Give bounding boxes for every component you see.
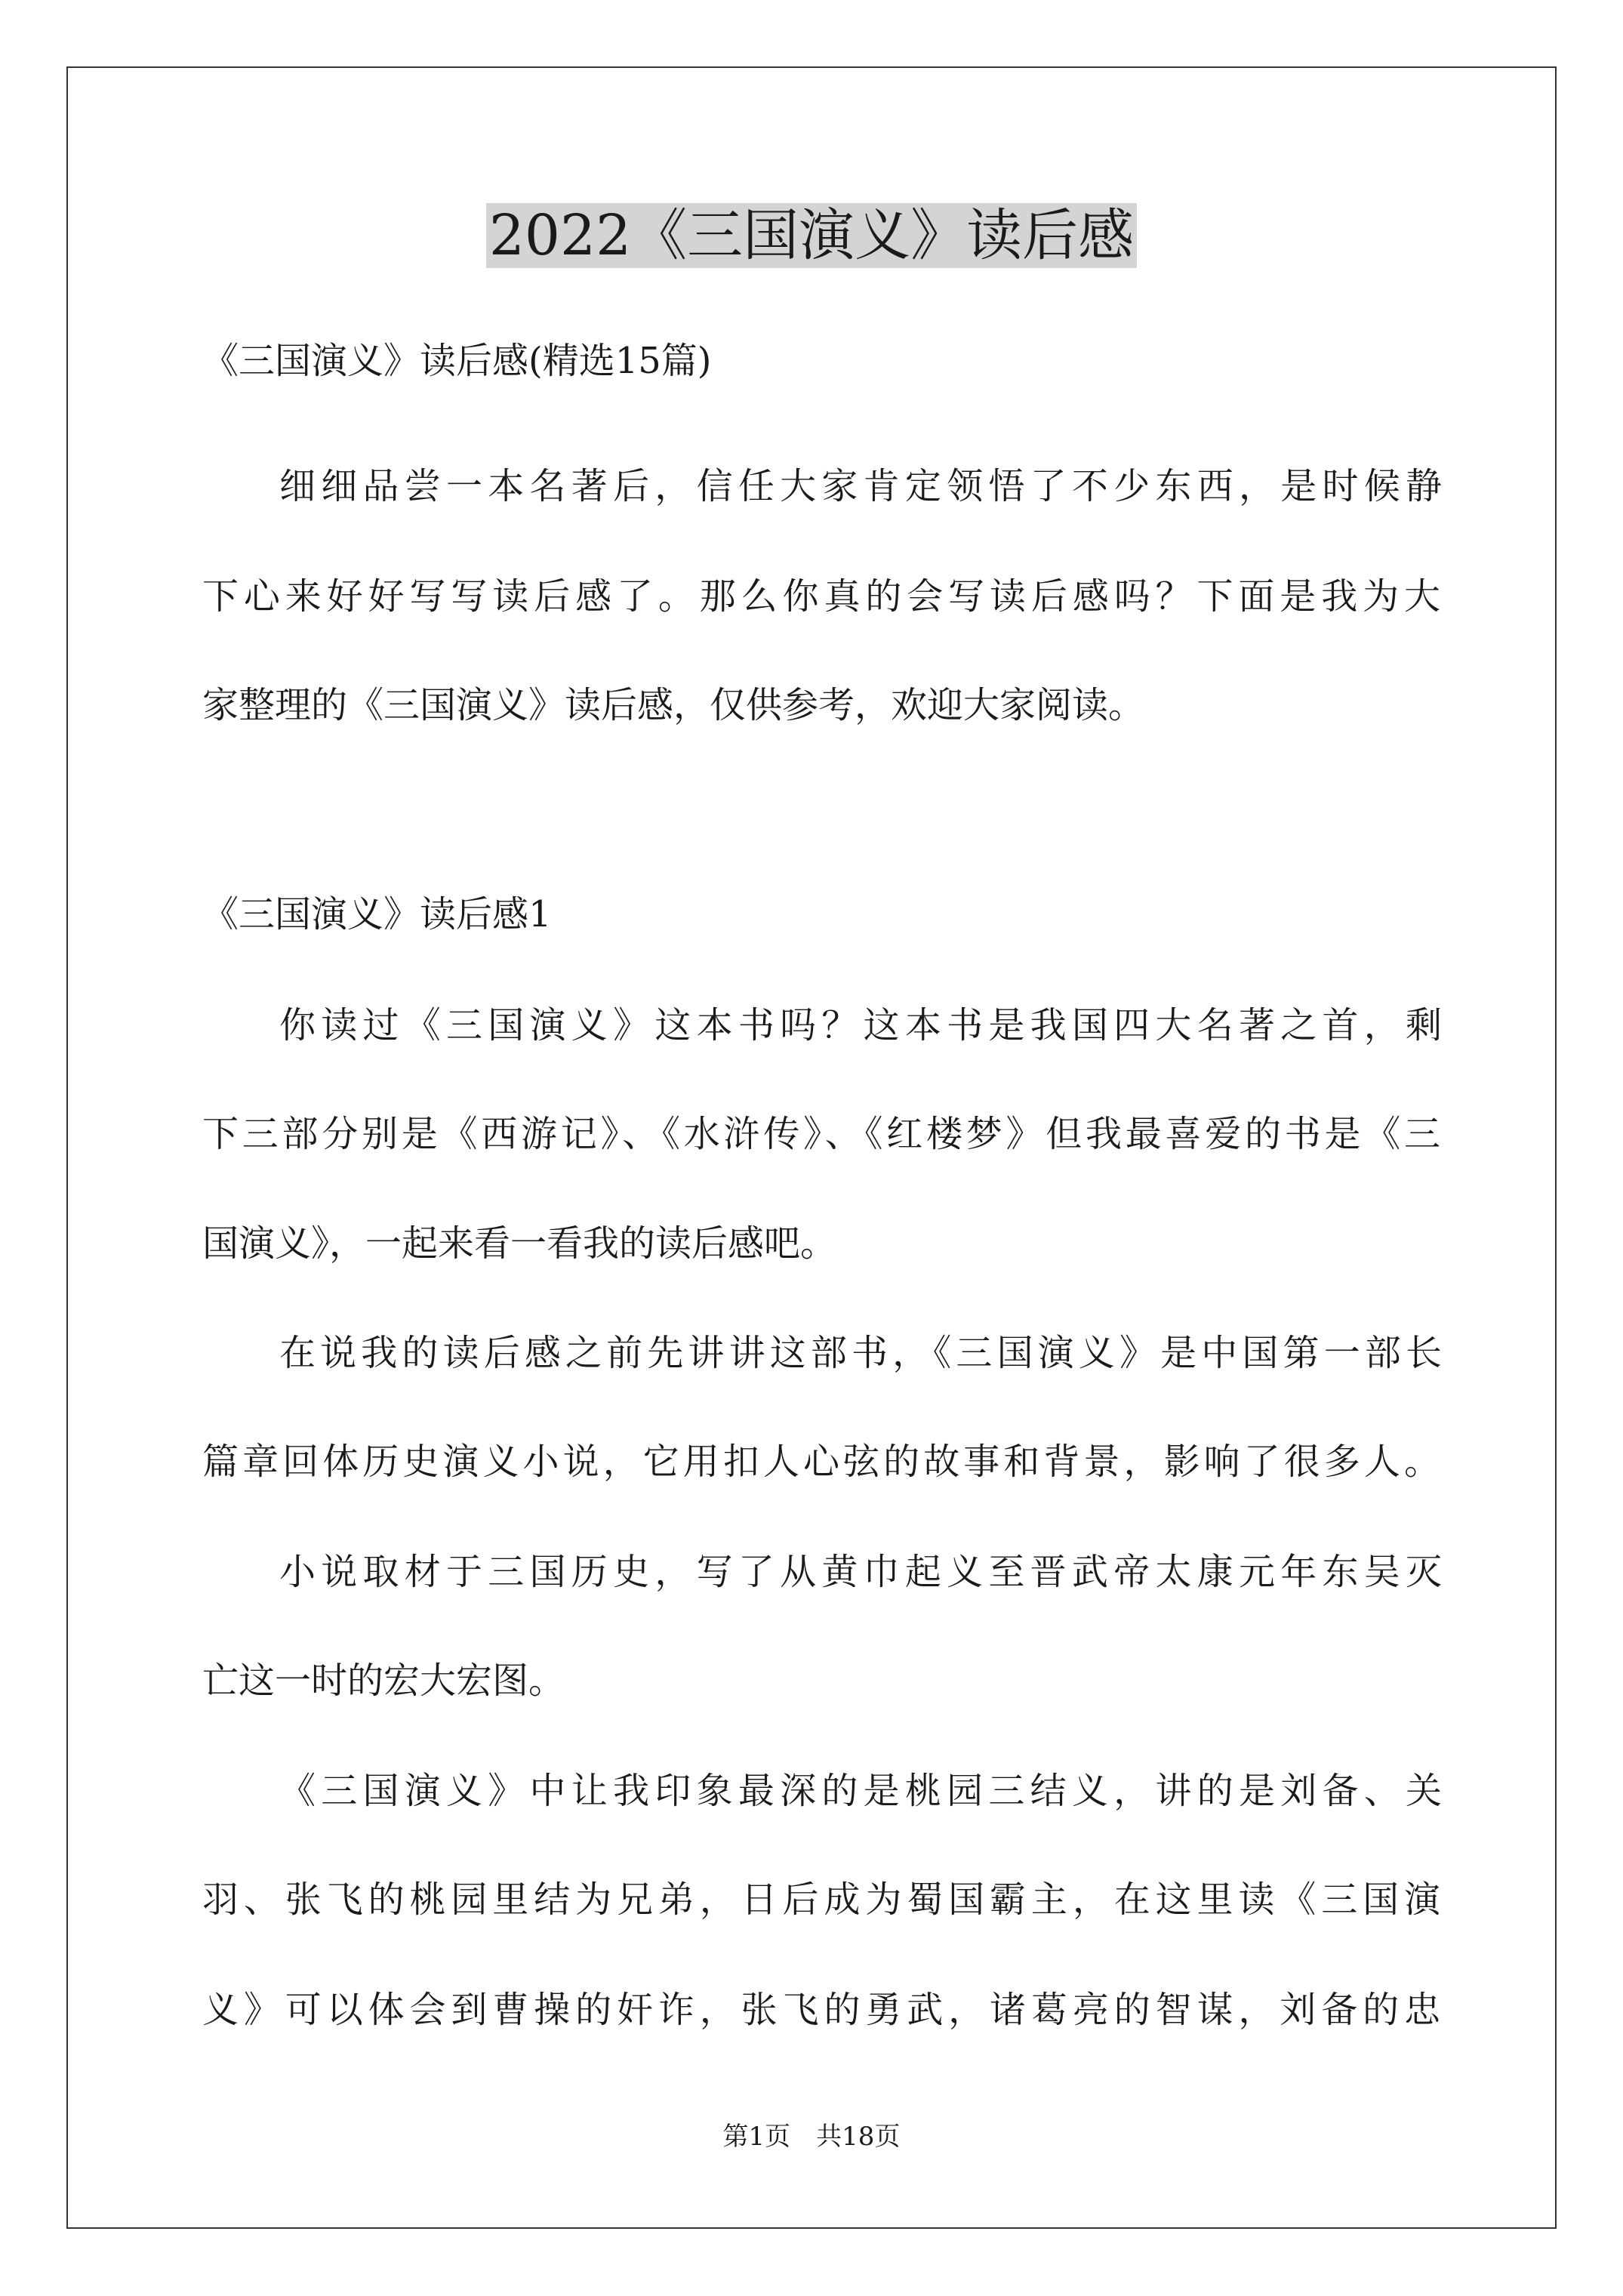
body-line: 小说取材于三国历史，写了从黄巾起义至晋武帝太康元年东吴灭 <box>279 1551 1442 1593</box>
body-line: 在说我的读后感之前先讲讲这部书，《三国演义》是中国第一部长 <box>279 1332 1442 1374</box>
body-line: 篇章回体历史演义小说，它用扣人心弦的故事和背景，影响了很多人。 <box>202 1441 1440 1483</box>
body-line: 亡这一时的宏大宏图。 <box>202 1660 565 1702</box>
document-title: 2022《三国演义》读后感 <box>0 198 1623 273</box>
intro-line: 下心来好好写写读后感了。那么你真的会写读后感吗？下面是我为大 <box>202 575 1440 618</box>
body-line: 《三国演义》中让我印象最深的是桃园三结义，讲的是刘备、关 <box>279 1770 1442 1812</box>
section-heading: 《三国演义》读后感1 <box>202 893 552 935</box>
page-footer: 第1页 共18页 <box>722 2122 901 2152</box>
body-line: 国演义》，一起来看一看我的读后感吧。 <box>202 1222 837 1265</box>
intro-line: 家整理的《三国演义》读后感，仅供参考，欢迎大家阅读。 <box>202 684 1145 726</box>
body-line: 羽、张飞的桃园里结为兄弟，日后成为蜀国霸主，在这里读《三国演 <box>202 1878 1440 1921</box>
document-subtitle: 《三国演义》读后感(精选15篇) <box>202 340 712 382</box>
body-line: 下三部分别是《西游记》、《水浒传》、《红楼梦》但我最喜爱的书是《三 <box>202 1113 1440 1155</box>
intro-line: 细细品尝一本名著后，信任大家肯定领悟了不少东西，是时候静 <box>279 465 1442 507</box>
body-line: 义》可以体会到曹操的奸诈，张飞的勇武，诸葛亮的智谋，刘备的忠 <box>202 1989 1440 2031</box>
body-line: 你读过《三国演义》这本书吗？这本书是我国四大名著之首，剩 <box>279 1004 1442 1046</box>
